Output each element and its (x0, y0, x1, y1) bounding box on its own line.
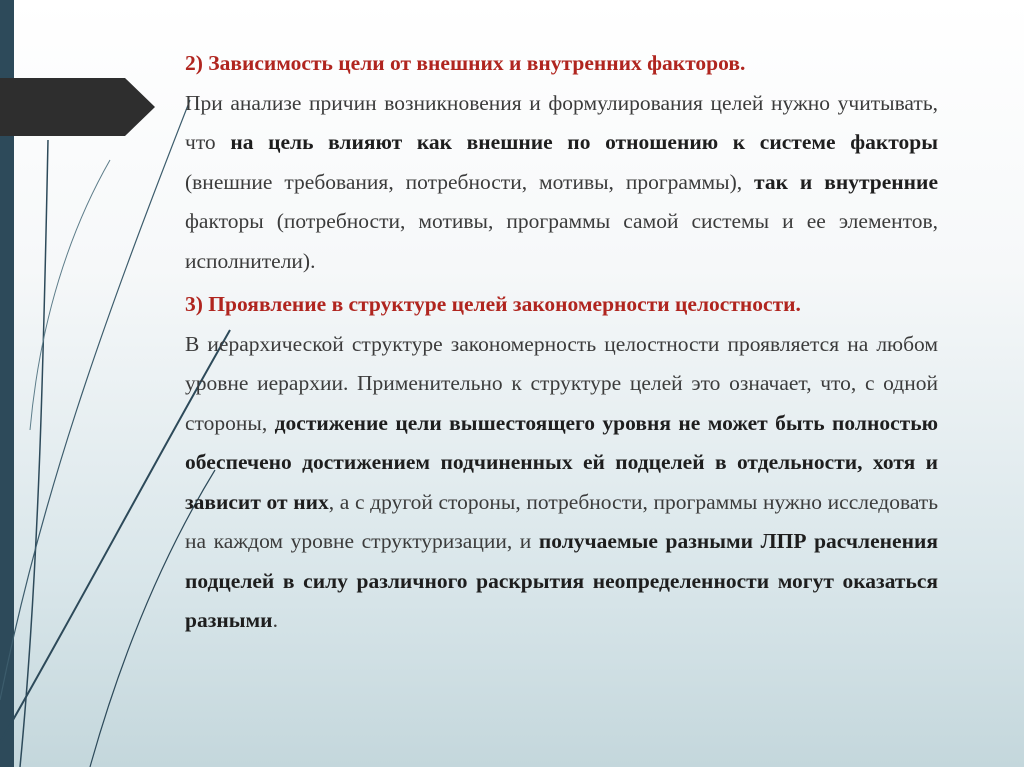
slide-tab-marker (0, 78, 155, 136)
section3-emphasis-2: получаемые разными ЛПР расчленения подцелей в силу различного раскрытия неопределенности могут оказаться разными (185, 529, 938, 632)
section3-heading: 3) Проявление в структуре целей закономерности целостности. (185, 292, 801, 316)
section2-paragraph (185, 84, 938, 282)
section2-text-3: факторы (потребности, мотивы, программы самой системы и ее элементов, исполнители). (185, 209, 938, 273)
section3-text-1: В иерархической структуре закономерность целостности проявляется на любом уровне иерархии. Применительно к структуре целей это означает, что, с одной стороны, (185, 331, 938, 435)
section2-emphasis-2: так и внутренние (754, 169, 938, 194)
section2-heading: 2) Зависимость цели от внешних и внутренних факторов. (185, 51, 746, 75)
section3-text-2: , а с другой стороны, потребности, программы нужно исследовать на каждом уровне структуризации, и (185, 489, 939, 553)
section3-paragraph (185, 325, 938, 641)
section3-emphasis-1: достижение цели вышестоящего уровня не может быть полностью обеспечено достижением подчиненных ей подцелей в отдельности, хотя и зависит от них (185, 410, 938, 514)
section3-text-3: . (272, 608, 278, 632)
section2-emphasis-1: на цель влияют как внешние по отношению к системе факторы (230, 130, 938, 154)
slide-content (185, 44, 938, 641)
section2-text-2: (внешние требования, потребности, мотивы, программы), (185, 169, 755, 194)
section2-text-1: При анализе причин возникновения и формулирования целей нужно учитывать, что (185, 90, 938, 154)
